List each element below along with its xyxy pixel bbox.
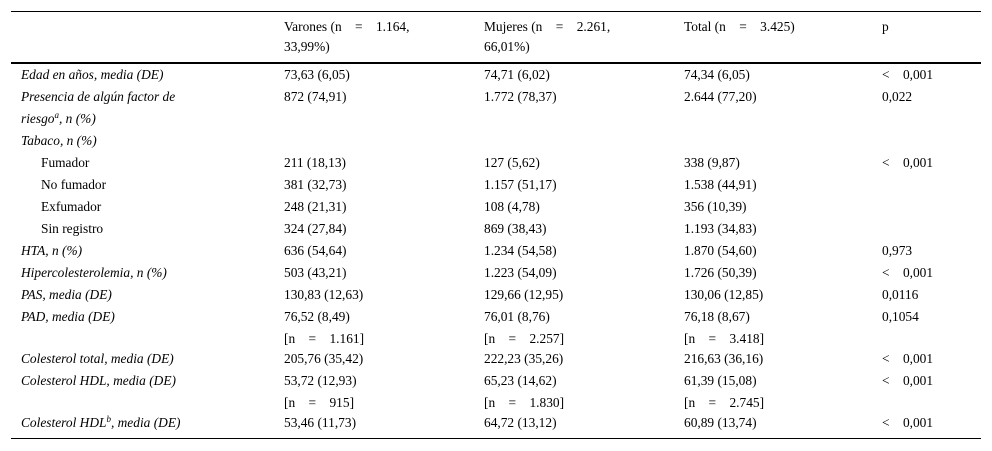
cell-varones: 205,76 (35,42) (284, 351, 364, 366)
cell-varones: 503 (43,21) (284, 265, 347, 280)
cell-varones-n: [n = 915] (284, 395, 355, 410)
cell-p: < 0,001 (882, 155, 934, 170)
cell-total: 60,89 (13,74) (684, 415, 757, 430)
cell-total-n: [n = 3.418] (684, 331, 765, 346)
cell-p: 0,022 (882, 89, 913, 104)
row-label-sin-registro: Sin registro (41, 221, 104, 236)
cell-varones: 130,83 (12,63) (284, 287, 364, 302)
cell-total: 61,39 (15,08) (684, 373, 757, 388)
row-label-colesterol-total: Colesterol total, media (DE) (21, 351, 174, 366)
cell-mujeres: 1.772 (78,37) (484, 89, 557, 104)
top-rule (11, 11, 981, 12)
row-label-colesterol-hdl: Colesterol HDL, media (DE) (21, 373, 176, 388)
cell-varones: 324 (27,84) (284, 221, 347, 236)
cell-p: 0,1054 (882, 309, 919, 324)
cell-varones: 53,72 (12,93) (284, 373, 357, 388)
cell-mujeres: 65,23 (14,62) (484, 373, 557, 388)
cell-varones: 211 (18,13) (284, 155, 346, 170)
cell-total-n: [n = 2.745] (684, 395, 765, 410)
header-varones-line1: Varones (n = 1.164, (284, 19, 410, 34)
header-varones-line2: 33,99%) (284, 39, 330, 54)
cell-mujeres: 222,23 (35,26) (484, 351, 564, 366)
cell-total: 2.644 (77,20) (684, 89, 757, 104)
cell-p: 0,973 (882, 243, 913, 258)
cell-total: 74,34 (6,05) (684, 67, 750, 82)
row-label-edad: Edad en años, media (DE) (21, 67, 164, 82)
cell-total: 130,06 (12,85) (684, 287, 764, 302)
cell-total: 76,18 (8,67) (684, 309, 750, 324)
cell-mujeres-n: [n = 2.257] (484, 331, 565, 346)
footnote-b: b (106, 414, 111, 424)
cell-mujeres: 108 (4,78) (484, 199, 540, 214)
cell-total: 338 (9,87) (684, 155, 740, 170)
cell-p: < 0,001 (882, 351, 934, 366)
row-label-pas: PAS, media (DE) (21, 287, 112, 302)
row-label-tabaco: Tabaco, n (%) (21, 133, 97, 148)
cell-varones: 76,52 (8,49) (284, 309, 350, 324)
row-label-no-fumador: No fumador (41, 177, 107, 192)
cell-mujeres-n: [n = 1.830] (484, 395, 565, 410)
cell-mujeres: 129,66 (12,95) (484, 287, 564, 302)
row-label-colesterol-hdl-b: Colesterol HDL$^b$, media (DE) (21, 414, 181, 430)
cell-varones: 381 (32,73) (284, 177, 347, 192)
cell-varones-n: [n = 1.161] (284, 331, 365, 346)
cell-varones: 248 (21,31) (284, 199, 347, 214)
row-label-factor-riesgo-line2: riesgo$^a$, n (%) (21, 110, 96, 126)
cell-total: 216,63 (36,16) (684, 351, 764, 366)
cell-p: < 0,001 (882, 373, 934, 388)
cell-total: 356 (10,39) (684, 199, 747, 214)
header-mujeres-line2: 66,01%) (484, 39, 530, 54)
header-mujeres-line1: Mujeres (n = 2.261, (484, 19, 611, 34)
row-label-pad: PAD, media (DE) (21, 309, 115, 324)
cell-mujeres: 1.223 (54,09) (484, 265, 557, 280)
footnote-a: a (54, 110, 59, 120)
row-label-hipercolesterolemia: Hipercolesterolemia, n (%) (21, 265, 167, 280)
header-total: Total (n = 3.425) (684, 19, 795, 34)
cell-varones: 636 (54,64) (284, 243, 347, 258)
cell-mujeres: 74,71 (6,02) (484, 67, 550, 82)
cell-p: < 0,001 (882, 67, 934, 82)
cell-mujeres: 127 (5,62) (484, 155, 540, 170)
cell-p: < 0,001 (882, 415, 934, 430)
cell-total: 1.538 (44,91) (684, 177, 757, 192)
cell-varones: 53,46 (11,73) (284, 415, 357, 430)
row-label-factor-riesgo-line1: Presencia de algún factor de (21, 89, 176, 104)
cell-mujeres: 1.157 (51,17) (484, 177, 557, 192)
cell-p: 0,0116 (882, 287, 919, 302)
bottom-rule (11, 438, 981, 439)
cell-mujeres: 76,01 (8,76) (484, 309, 550, 324)
row-label-exfumador: Exfumador (41, 199, 102, 214)
cell-total: 1.870 (54,60) (684, 243, 757, 258)
header-p: p (882, 19, 889, 34)
cell-varones: 73,63 (6,05) (284, 67, 350, 82)
row-label-fumador: Fumador (41, 155, 90, 170)
cell-mujeres: 64,72 (13,12) (484, 415, 557, 430)
cell-total: 1.726 (50,39) (684, 265, 757, 280)
cell-varones: 872 (74,91) (284, 89, 347, 104)
row-label-hta: HTA, n (%) (21, 243, 83, 258)
cell-p: < 0,001 (882, 265, 934, 280)
cell-total: 1.193 (34,83) (684, 221, 757, 236)
cell-mujeres: 869 (38,43) (484, 221, 547, 236)
cell-mujeres: 1.234 (54,58) (484, 243, 557, 258)
